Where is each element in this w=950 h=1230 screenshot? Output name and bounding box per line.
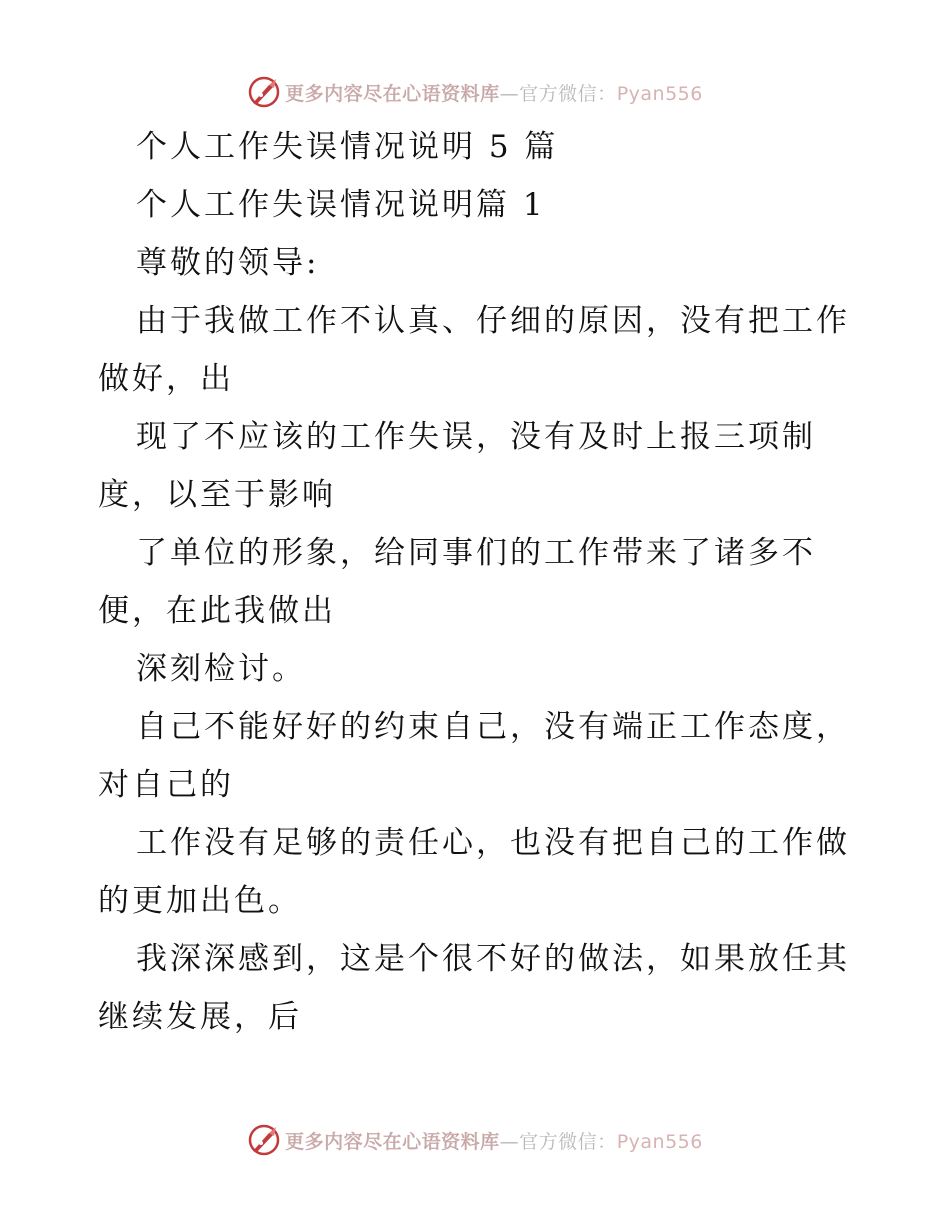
- document-line: 的更加出色。: [98, 883, 302, 919]
- document-body: [98, 118, 858, 1046]
- document-line: 工作没有足够的责任心，也没有把自己的工作做: [136, 825, 850, 861]
- quill-pen-logo-icon: [247, 75, 281, 109]
- document-line: 便，在此我做出: [98, 593, 336, 629]
- document-line: 自己不能好好的约束自己，没有端正工作态度，: [136, 709, 850, 745]
- footer-banner: [0, 1120, 950, 1160]
- document-line: 尊敬的领导:: [136, 245, 320, 281]
- document-line: 个人工作失误情况说明 5 篇: [136, 129, 559, 165]
- document-line: 继续发展，后: [98, 999, 302, 1035]
- quill-pen-logo-icon: [247, 1123, 281, 1157]
- document-line: 了单位的形象，给同事们的工作带来了诸多不: [136, 535, 816, 571]
- header-banner: [0, 72, 950, 112]
- document-line: 由于我做工作不认真、仔细的原因，没有把工作: [136, 303, 850, 339]
- document-line: 对自己的: [98, 767, 234, 803]
- footer-banner-text: 更多内容尽在心语资料库—官方微信：Pyan556: [285, 1130, 703, 1153]
- document-line: 做好，出: [98, 361, 234, 397]
- document-line: 深刻检讨。: [136, 651, 306, 687]
- document-line: 我深深感到，这是个很不好的做法，如果放任其: [136, 941, 850, 977]
- header-banner-text: 更多内容尽在心语资料库—官方微信：Pyan556: [285, 82, 703, 105]
- document-line: 度，以至于影响: [98, 477, 336, 513]
- document-line: 个人工作失误情况说明篇 1: [136, 187, 546, 223]
- document-line: 现了不应该的工作失误，没有及时上报三项制: [136, 419, 816, 455]
